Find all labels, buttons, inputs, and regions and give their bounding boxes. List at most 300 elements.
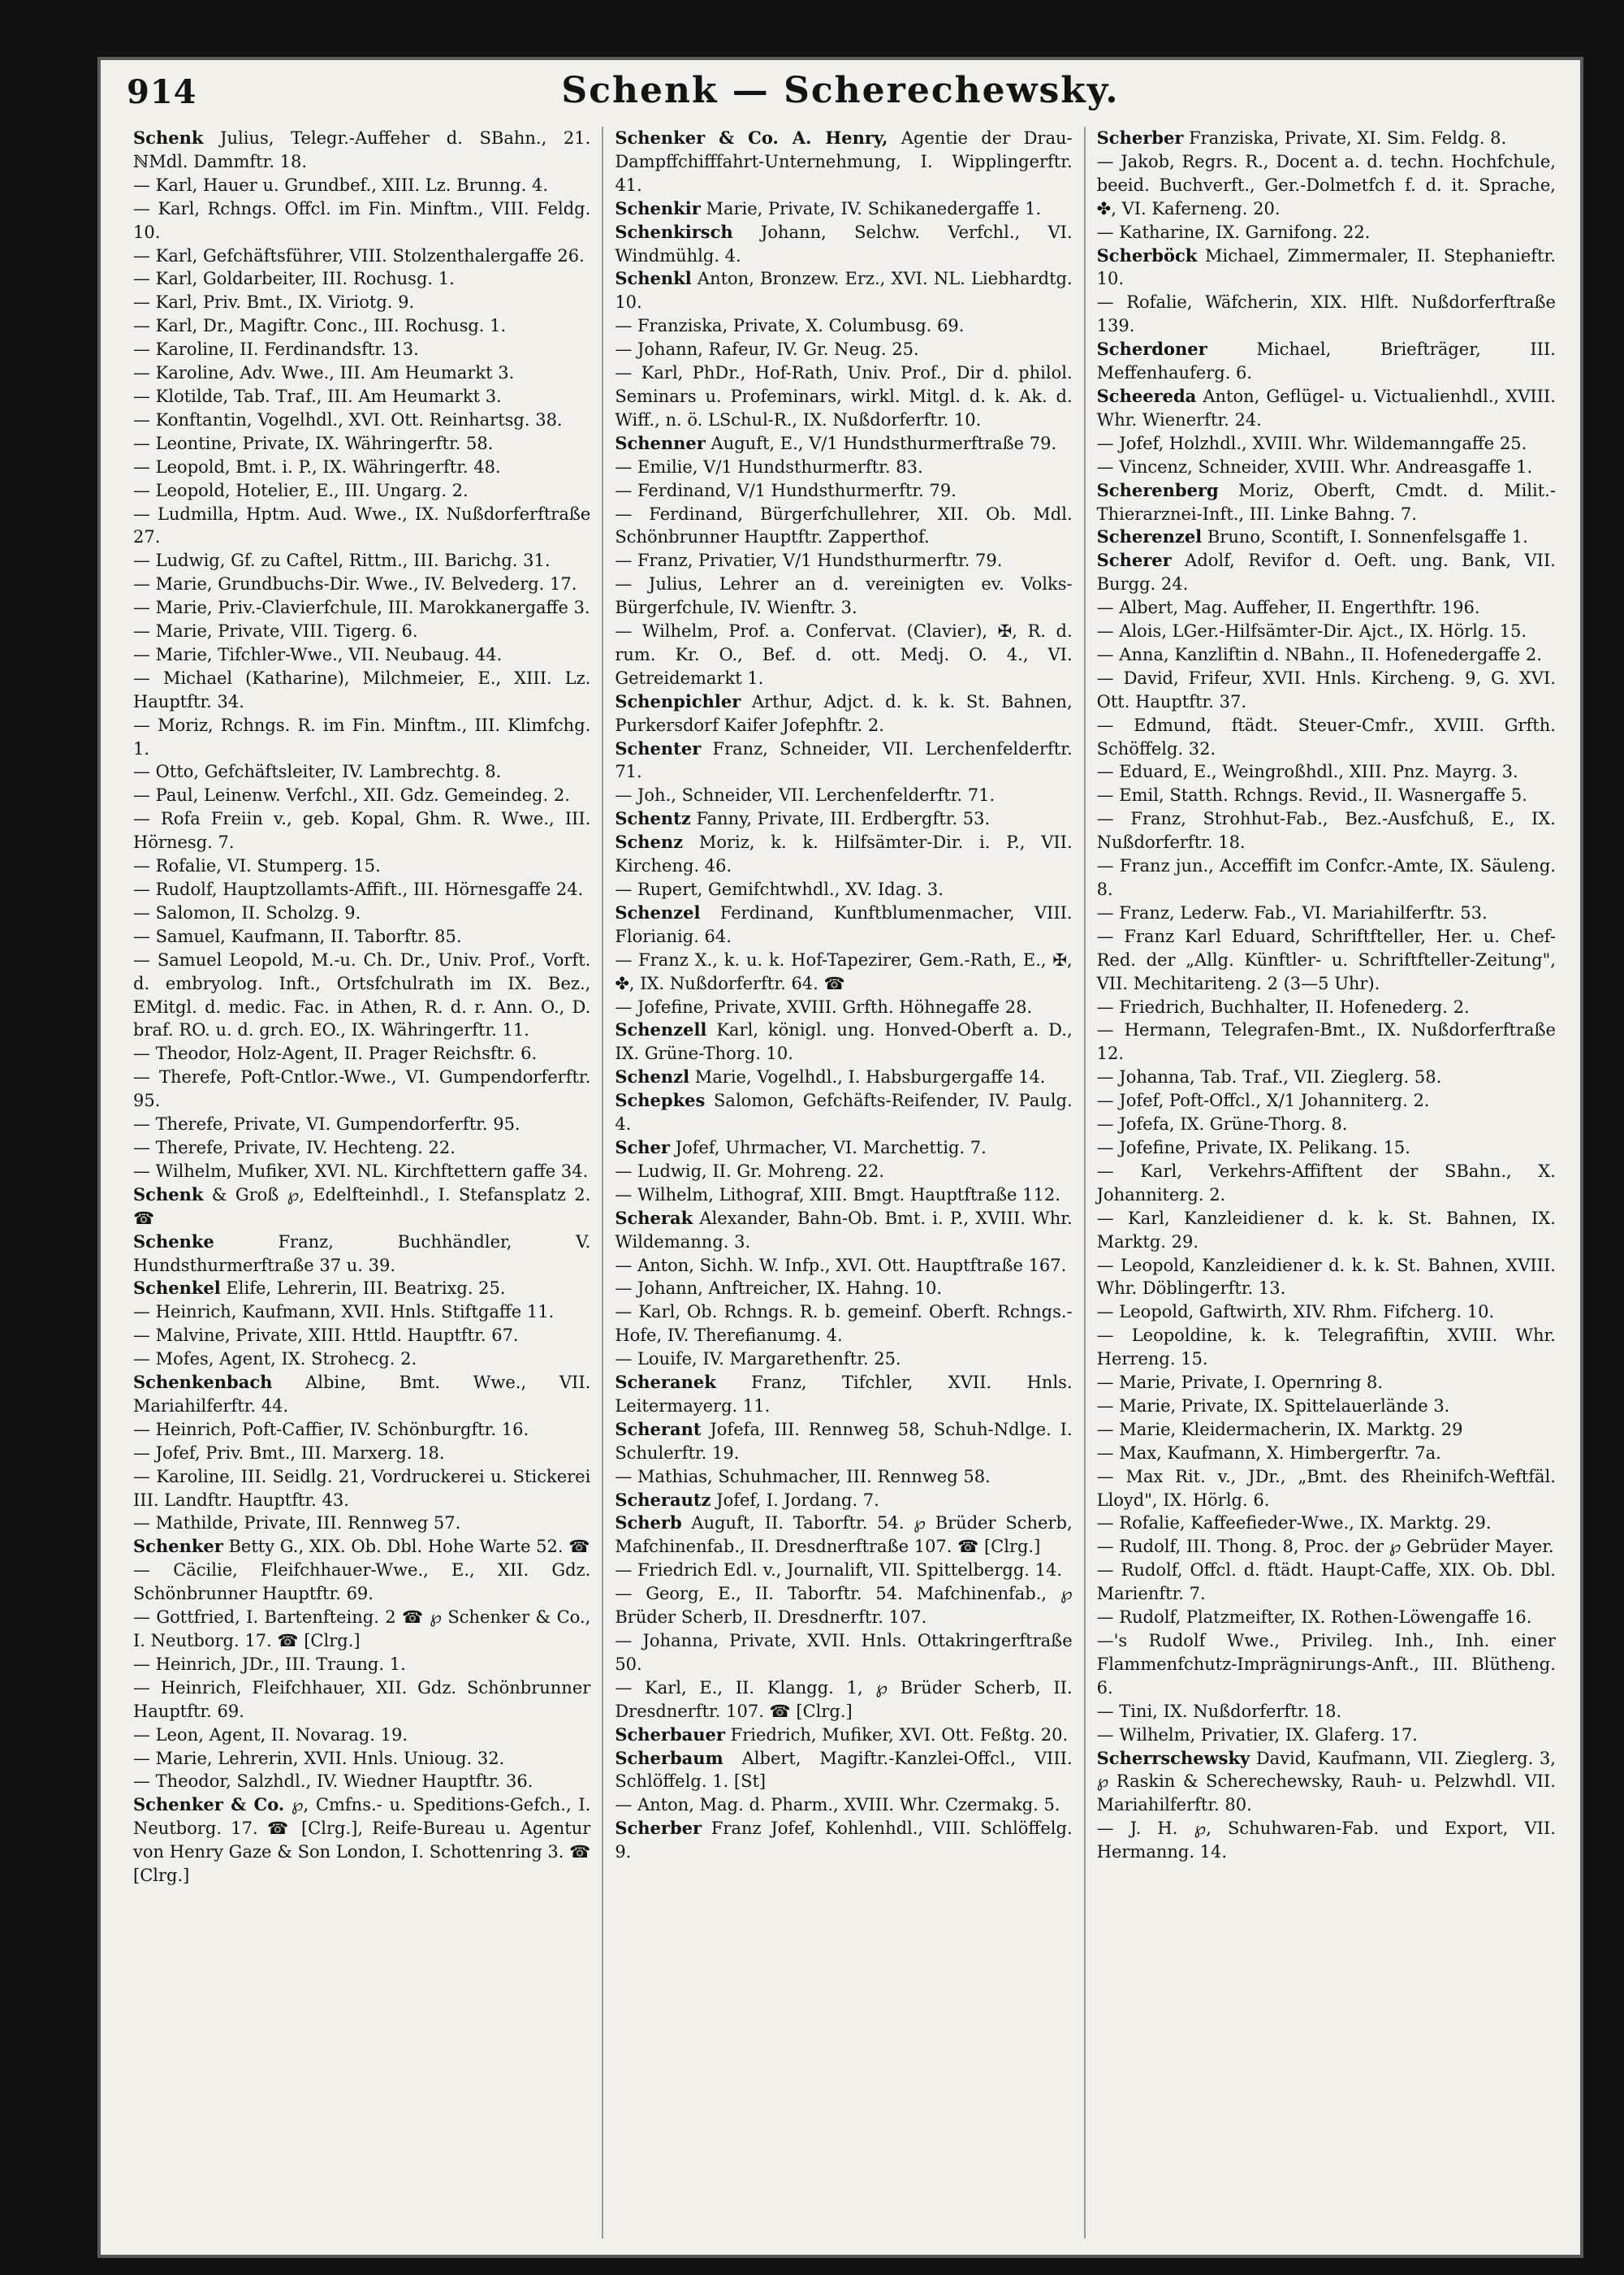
directory-entry xyxy=(133,667,590,714)
directory-entry xyxy=(615,479,1072,503)
directory-entry xyxy=(615,1418,1072,1465)
entry-text: — Anton, Sichh. W. Infp., XVI. Ott. Hauptftraße 167. xyxy=(615,1255,1067,1275)
entry-text: — Katharine, IX. Garnifong. 22. xyxy=(1096,222,1371,242)
entry-surname: Schenkenbach xyxy=(133,1372,273,1393)
entry-text: — Rofalie, Kaffeefieder-Wwe., IX. Marktg. 29. xyxy=(1096,1513,1492,1533)
entry-surname: Schenpichler xyxy=(615,690,741,711)
directory-entry xyxy=(615,1512,1072,1559)
directory-entry xyxy=(1097,714,1556,761)
directory-entry xyxy=(133,1277,590,1300)
directory-entry xyxy=(133,902,590,925)
directory-entry xyxy=(1097,667,1556,714)
entry-surname: Scherenberg xyxy=(1096,479,1219,500)
entry-text: Albine, Bmt. Wwe., VII. Mariahilferftr. 44. xyxy=(133,1373,591,1416)
directory-entry xyxy=(615,338,1072,361)
entry-text: — Max, Kaufmann, X. Himbergerftr. 7a. xyxy=(1096,1442,1441,1463)
entry-text: — Jofefa, IX. Grüne-Thorg. 8. xyxy=(1096,1114,1348,1135)
entry-text: — Jofefine, Private, IX. Pelikang. 15. xyxy=(1096,1137,1410,1157)
directory-entry xyxy=(1097,1300,1556,1324)
directory-entry xyxy=(1097,244,1556,292)
entry-text: — Karl, PhDr., Hof-Rath, Univ. Prof., Dir d. philol. Seminars u. Profeminars, wirkl. Mitgl. d. k. Ak. d. Wiff., n. ö. LSchul-R., IX. Nußdorferftr. 10. xyxy=(615,363,1073,430)
entry-text: — Emil, Statth. Rchngs. Revid., II. Wasnergaffe 5. xyxy=(1096,785,1527,806)
directory-entry xyxy=(133,1770,590,1793)
entry-text: Fanny, Private, III. Erdbergftr. 53. xyxy=(690,809,991,829)
entry-text: — Ludwig, Gf. zu Caftel, Rittm., III. Barichg. 31. xyxy=(133,551,551,571)
entry-text: Franz, Schneider, VII. Lerchenfelderftr. 71. xyxy=(615,738,1073,782)
entry-text: — Friedrich Edl. v., Journalift, VII. Spittelbergg. 14. xyxy=(615,1560,1063,1581)
directory-entry xyxy=(133,925,590,949)
directory-entry xyxy=(1097,854,1556,902)
column-3 xyxy=(1086,127,1567,2238)
entry-surname: Schenzel xyxy=(615,902,701,923)
directory-entry xyxy=(133,1442,590,1465)
entry-text: ℘, Cmfns.- u. Speditions-Gefch., I. Neutborg. 17. ☎ [Clrg.], Reife-Bureau u. Agentur von Henry Gaze & Son London, I. Schottenring 3. ☎ [Clrg.] xyxy=(133,1795,591,1886)
entry-text: — Marie, Private, IX. Spittelauerlände 3. xyxy=(1096,1395,1450,1416)
entry-text: Johann, Selchw. Verfchl., VI. Windmühlg. 4. xyxy=(615,222,1073,266)
entry-surname: Scherbauer xyxy=(615,1724,725,1745)
directory-entry xyxy=(133,1465,590,1512)
directory-entry xyxy=(615,690,1072,737)
directory-entry xyxy=(133,479,590,503)
entry-text: — Franz X., k. u. k. Hof-Tapezirer, Gem.-Rath, E., ✠, ✤, IX. Nußdorferftr. 64. ☎ xyxy=(615,949,1073,993)
entry-surname: Scherrschewsky xyxy=(1096,1747,1250,1768)
entry-text: — Gottfried, I. Bartenfteing. 2 ☎ ℘ Schenker & Co., I. Neutborg. 17. ☎ [Clrg.] xyxy=(133,1607,591,1650)
entry-text: Salomon, Gefchäfts-Reifender, IV. Paulg. 4. xyxy=(615,1091,1073,1135)
entry-text: — Julius, Lehrer an d. vereinigten ev. Volks-Bürgerfchule, IV. Wienftr. 3. xyxy=(615,574,1073,618)
entry-text: — Emilie, V/1 Hundsthurmerftr. 83. xyxy=(615,456,923,477)
entry-surname: Scheranek xyxy=(615,1372,716,1393)
entry-text: — Joh., Schneider, VII. Lerchenfelderftr. 71. xyxy=(615,785,996,806)
directory-entry xyxy=(133,620,590,643)
entry-text: — J. H. ℘, Schuhwaren-Fab. und Export, VII. Hermanng. 14. xyxy=(1096,1819,1556,1862)
directory-entry xyxy=(1097,1465,1556,1512)
entry-text: — Marie, Grundbuchs-Dir. Wwe., IV. Belvederg. 17. xyxy=(133,574,577,595)
directory-entry xyxy=(1097,1747,1556,1818)
directory-entry xyxy=(133,714,590,761)
entry-surname: Schenkir xyxy=(615,197,701,218)
entry-surname: Schenzell xyxy=(615,1019,707,1040)
entry-text: Julius, Telegr.-Auffeher d. SBahn., 21. ℕMdl. Dammftr. 18. xyxy=(133,128,591,171)
directory-entry xyxy=(133,267,590,291)
directory-entry xyxy=(133,949,590,1043)
entry-text: Elife, Lehrerin, III. Beatrixg. 25. xyxy=(220,1278,506,1299)
directory-entry xyxy=(1097,1512,1556,1535)
directory-entry xyxy=(1097,150,1556,221)
directory-entry xyxy=(1097,479,1556,526)
entry-text: Moriz, Oberft, Cmdt. d. Milit.-Thierarznei-Inft., III. Linke Bahng. 7. xyxy=(1096,480,1556,524)
directory-entry xyxy=(615,784,1072,807)
directory-entry xyxy=(615,1207,1072,1254)
entry-surname: Schenker & Co. A. Henry, xyxy=(615,128,888,148)
entry-surname: Schenkirsch xyxy=(615,221,733,242)
entry-text: — Michael (Katharine), Milchmeier, E., XIII. Lz. Hauptftr. 34. xyxy=(133,668,591,711)
directory-entry xyxy=(1097,996,1556,1019)
entry-text: — Mathilde, Private, III. Rennweg 57. xyxy=(133,1513,461,1533)
directory-entry xyxy=(1097,127,1556,150)
directory-entry xyxy=(615,1254,1072,1278)
directory-entry xyxy=(133,643,590,667)
entry-text: Auguft, II. Taborftr. 54. ℘ Brüder Scherb, Mafchinenfab., II. Dresdnerftraße 107. ☎ [Clrg.] xyxy=(615,1513,1073,1557)
directory-entry xyxy=(133,1042,590,1066)
directory-entry xyxy=(1097,291,1556,338)
directory-entry xyxy=(1097,1817,1556,1864)
directory-entry xyxy=(1097,1371,1556,1395)
entry-text: — Heinrich, Fleifchhauer, XII. Gdz. Schönbrunner Hauptftr. 69. xyxy=(133,1677,591,1721)
directory-entry xyxy=(133,1606,590,1653)
directory-entry xyxy=(1097,1066,1556,1089)
entry-text: Franz Jofef, Kohlenhdl., VIII. Schlöffelg. 9. xyxy=(615,1819,1073,1862)
entry-text: — Johanna, Tab. Traf., VII. Zieglerg. 58. xyxy=(1096,1067,1442,1088)
directory-entry xyxy=(615,1793,1072,1817)
directory-entry xyxy=(615,1371,1072,1418)
entry-text: — Karoline, Adv. Wwe., III. Am Heumarkt 3. xyxy=(133,363,515,383)
directory-entry xyxy=(133,760,590,784)
directory-entry xyxy=(615,1347,1072,1371)
entry-text: — Wilhelm, Privatier, IX. Glaferg. 17. xyxy=(1096,1724,1418,1745)
entry-text: — Leopold, Gaftwirth, XIV. Rhm. Fifcherg. 10. xyxy=(1096,1302,1495,1322)
entry-text: — Therefe, Poft-Cntlor.-Wwe., VI. Gumpendorferftr. 95. xyxy=(133,1067,591,1111)
directory-entry xyxy=(615,1300,1072,1347)
entry-text: — Rupert, Gemifchtwhdl., XV. Idag. 3. xyxy=(615,880,944,899)
entry-text: — Karl, Gefchäftsführer, VIII. Stolzenthalergaffe 26. xyxy=(133,245,585,266)
entry-surname: Scherdoner xyxy=(1096,339,1207,360)
directory-entry xyxy=(615,1089,1072,1136)
entry-text: Agentie der Drau-Dampffchifffahrt-Unternehmung, I. Wipplingerftr. 41. xyxy=(615,128,1073,195)
entry-text: Marie, Private, IV. Schikanedergaffe 1. xyxy=(700,198,1042,218)
directory-entry xyxy=(1097,784,1556,807)
entry-surname: Schenker xyxy=(133,1536,223,1557)
entry-text: Franz, Buchhändler, V. Hundsthurmerftraße 37 u. 39. xyxy=(133,1231,591,1275)
directory-entry xyxy=(1097,525,1556,549)
directory-entry xyxy=(133,338,590,361)
entry-text: — Rofa Freiin v., geb. Kopal, Ghm. R. Wwe., III. Hörnesg. 7. xyxy=(133,809,591,853)
directory-entry xyxy=(133,596,590,620)
entry-text: — Franz Karl Eduard, Schriftfteller, Her. u. Chef-Red. der „Allg. Künftler- u. Schriftfteller-Zeitung", VII. Mechitariteng. 2 (3—5 Uhr). xyxy=(1096,926,1556,993)
entry-text: — Franz, Lederw. Fab., VI. Mariahilferftr. 53. xyxy=(1096,902,1488,923)
entry-text: Auguft, E., V/1 Hundsthurmerftraße 79. xyxy=(705,433,1057,453)
entry-text: — Hermann, Telegrafen-Bmt., IX. Nußdorferftraße 12. xyxy=(1096,1020,1556,1064)
entry-text: Friedrich, Mufiker, XVI. Ott. Feßtg. 20. xyxy=(724,1724,1069,1745)
entry-text: — Jofef, Poft-Offcl., X/1 Johanniterg. 2. xyxy=(1096,1091,1430,1111)
directory-entry xyxy=(615,1277,1072,1300)
directory-entry xyxy=(133,807,590,854)
directory-entry xyxy=(1097,1136,1556,1160)
entry-text: — Wilhelm, Prof. a. Confervat. (Clavier), ✠, R. d. rum. Kr. O., Bef. d. ott. Medj. O. 4., VI. Getreidemarkt 1. xyxy=(615,621,1073,688)
entry-text: — Albert, Mag. Auffeher, II. Engerthftr. 196. xyxy=(1096,598,1480,618)
entry-text: Franziska, Private, XI. Sim. Feldg. 8. xyxy=(1183,128,1507,148)
entry-surname: Scheereda xyxy=(1096,385,1197,406)
entry-text: — Marie, Kleidermacherin, IX. Marktg. 29 xyxy=(1096,1419,1463,1439)
entry-text: — Karl, Goldarbeiter, III. Rochusg. 1. xyxy=(133,269,455,289)
directory-entry xyxy=(1097,456,1556,479)
entry-text: — Theodor, Holz-Agent, II. Prager Reichsftr. 6. xyxy=(133,1044,538,1064)
entry-text: — Therefe, Private, IV. Hechteng. 22. xyxy=(133,1137,456,1157)
entry-text: — Rudolf, III. Thong. 8, Proc. der ℘ Gebrüder Mayer. xyxy=(1096,1537,1554,1557)
entry-text: — Karoline, III. Seidlg. 21, Vordruckerei u. Stickerei III. Landftr. Hauptftr. 43. xyxy=(133,1466,591,1510)
directory-entry xyxy=(615,221,1072,268)
directory-entry xyxy=(133,409,590,432)
directory-entry xyxy=(615,1465,1072,1489)
entry-text: — Karl, Ob. Rchngs. R. b. gemeinf. Oberft. Rchngs.-Hofe, IV. Therefianumg. 4. xyxy=(615,1302,1073,1346)
entry-text: — Marie, Private, I. Opernring 8. xyxy=(1096,1373,1384,1393)
page-number: 914 xyxy=(127,73,197,111)
directory-entry xyxy=(1097,1395,1556,1418)
entry-surname: Scherber xyxy=(1096,128,1184,148)
entry-text: — Heinrich, JDr., III. Traung. 1. xyxy=(133,1654,406,1674)
directory-entry xyxy=(133,314,590,338)
directory-entry xyxy=(615,737,1072,785)
entry-text: — Franziska, Private, X. Columbusg. 69. xyxy=(615,316,965,336)
directory-entry xyxy=(133,1371,590,1418)
entry-surname: Schentz xyxy=(615,808,691,829)
entry-text: — Samuel, Kaufmann, II. Taborftr. 85. xyxy=(133,926,462,946)
entry-surname: Scherböck xyxy=(1096,244,1198,266)
entry-text: — Karl, E., II. Klangg. 1, ℘ Brüder Scherb, II. Dresdnerftr. 107. ☎ [Clrg.] xyxy=(615,1677,1073,1721)
directory-entry xyxy=(1097,1559,1556,1606)
entry-text: — Jofef, Priv. Bmt., III. Marxerg. 18. xyxy=(133,1442,445,1463)
directory-entry xyxy=(615,267,1072,314)
directory-entry xyxy=(1097,549,1556,596)
directory-entry xyxy=(615,1724,1072,1747)
entry-text: — Mofes, Agent, IX. Strohecg. 2. xyxy=(133,1349,417,1369)
entry-text: — Johann, Anftreicher, IX. Hahng. 10. xyxy=(615,1278,943,1299)
entry-text: — Cäcilie, Fleifchhauer-Wwe., E., XII. Gdz. Schönbrunner Hauptftr. 69. xyxy=(133,1560,591,1604)
directory-entry xyxy=(133,197,590,244)
directory-entry xyxy=(133,291,590,314)
directory-entry xyxy=(1097,1207,1556,1254)
directory-entry xyxy=(133,1230,590,1278)
entry-surname: Scher xyxy=(615,1136,670,1157)
entry-text: — Edmund, ftädt. Steuer-Cmfr., XVIII. Grfth. Schöffelg. 32. xyxy=(1096,715,1556,759)
entry-text: — Karl, Hauer u. Grundbef., XIII. Lz. Brunng. 4. xyxy=(133,175,549,195)
entry-surname: Schenter xyxy=(615,737,702,759)
entry-text: Jofef, I. Jordang. 7. xyxy=(710,1490,879,1510)
entry-text: — David, Frifeur, XVII. Hnls. Kircheng. 9, G. XVI. Ott. Hauptftr. 37. xyxy=(1096,668,1556,711)
entry-surname: Scherber xyxy=(615,1818,702,1839)
entry-surname: Schenzl xyxy=(615,1066,690,1088)
entry-text: — Karoline, II. Ferdinandsftr. 13. xyxy=(133,340,419,360)
entry-text: — Therefe, Private, VI. Gumpendorferftr. 95. xyxy=(133,1114,520,1135)
entry-text: — Anna, Kanzliftin d. NBahn., II. Hofenedergaffe 2. xyxy=(1096,644,1542,664)
entry-text: — Salomon, II. Scholzg. 9. xyxy=(133,902,361,923)
column-1 xyxy=(122,127,603,2238)
entry-text: — Rudolf, Platzmeifter, IX. Rothen-Löwengaffe 16. xyxy=(1096,1607,1532,1628)
directory-entry xyxy=(615,1066,1072,1089)
entry-text: — Ferdinand, V/1 Hundsthurmerftr. 79. xyxy=(615,480,957,500)
entry-text: — Karl, Dr., Magiftr. Conc., III. Rochusg. 1. xyxy=(133,316,507,336)
entry-text: — Otto, Gefchäftsleiter, IV. Lambrechtg. 8. xyxy=(133,762,502,782)
directory-entry xyxy=(133,361,590,385)
directory-entry xyxy=(615,1629,1072,1676)
directory-entry xyxy=(615,1817,1072,1864)
entry-text: — Franz jun., Acceffift im Confcr.-Amte, IX. Säuleng. 8. xyxy=(1096,856,1556,899)
directory-entry xyxy=(133,854,590,878)
entry-text: — Leon, Agent, II. Novarag. 19. xyxy=(133,1724,408,1745)
entry-text: Alexander, Bahn-Ob. Bmt. i. P., XVIII. Whr. Wildemanng. 3. xyxy=(615,1208,1073,1252)
entry-text: Jofefa, III. Rennweg 58, Schuh-Ndlge. I. Schulerftr. 19. xyxy=(615,1419,1073,1463)
directory-page xyxy=(97,57,1583,2258)
entry-text: — Johanna, Private, XVII. Hnls. Ottakringerftraße 50. xyxy=(615,1631,1073,1674)
directory-entry xyxy=(133,503,590,550)
entry-surname: Schenkl xyxy=(615,268,692,289)
entry-text: — Karl, Kanzleidiener d. k. k. St. Bahnen, IX. Marktg. 29. xyxy=(1096,1208,1556,1252)
directory-entry xyxy=(133,174,590,197)
directory-entry xyxy=(1097,1606,1556,1629)
directory-entry xyxy=(133,1300,590,1324)
entry-text: — Marie, Tifchler-Wwe., VII. Neubaug. 44. xyxy=(133,644,503,664)
entry-text: — Marie, Lehrerin, XVII. Hnls. Unioug. 32. xyxy=(133,1748,505,1768)
entry-text: Anton, Geflügel- u. Victualienhdl., XVIII. Whr. Wienerftr. 24. xyxy=(1096,386,1556,430)
directory-entry xyxy=(615,1489,1072,1512)
entry-text: — Karl, Rchngs. Offcl. im Fin. Minftm., VIII. Feldg. 10. xyxy=(133,198,591,242)
directory-entry xyxy=(1097,1160,1556,1207)
directory-entry xyxy=(1097,1324,1556,1371)
entry-surname: Schenk xyxy=(133,1183,204,1205)
entry-text: — Tini, IX. Nußdorferftr. 18. xyxy=(1096,1701,1342,1721)
entry-text: Betty G., XIX. Ob. Dbl. Hohe Warte 52. ☎ xyxy=(222,1537,590,1557)
entry-surname: Schenner xyxy=(615,432,706,453)
directory-entry xyxy=(133,1535,590,1559)
entry-text: — Leopold, Kanzleidiener d. k. k. St. Bahnen, XVIII. Whr. Döblingerftr. 13. xyxy=(1096,1255,1556,1299)
entry-text: — Theodor, Salzhdl., IV. Wiedner Hauptftr. 36. xyxy=(133,1771,533,1792)
directory-entry xyxy=(1097,1724,1556,1747)
entry-text: — Malvine, Private, XIII. Httld. Hauptftr. 67. xyxy=(133,1326,519,1346)
directory-entry xyxy=(615,1160,1072,1183)
entry-text: — Moriz, Rchngs. R. im Fin. Minftm., III. Klimfchg. 1. xyxy=(133,715,591,759)
directory-entry xyxy=(615,573,1072,620)
entry-surname: Scherb xyxy=(615,1512,682,1533)
entry-text: — Rudolf, Offcl. d. ftädt. Haupt-Caffe, XIX. Ob. Dbl. Marienftr. 7. xyxy=(1096,1560,1556,1604)
entry-text: — Samuel Leopold, M.-u. Ch. Dr., Univ. Prof., Vorft. d. embryolog. Inft., Ortsfchulrath im IX. Bez., EMitgl. d. medic. Fac. in Athen, R. d. r. Ann. O., D. braf. RO. u. d. grch. EO., IX. Währingerftr. 11. xyxy=(133,949,591,1040)
entry-text: — Ludwig, II. Gr. Mohreng. 22. xyxy=(615,1161,885,1181)
entry-text: & Groß ℘, Edelfteinhdl., I. Stefansplatz 2. ☎ xyxy=(133,1184,591,1228)
directory-entry xyxy=(1097,221,1556,244)
entry-text: Anton, Bronzew. Erz., XVI. NL. Liebhardtg. 10. xyxy=(615,269,1073,313)
entry-text: — Wilhelm, Mufiker, XVI. NL. Kirchftettern gaffe 34. xyxy=(133,1161,589,1181)
directory-entry xyxy=(615,432,1072,456)
directory-entry xyxy=(615,620,1072,690)
entry-surname: Scherautz xyxy=(615,1489,711,1510)
entry-text: Marie, Vogelhdl., I. Habsburgergaffe 14. xyxy=(689,1067,1046,1088)
entry-text: — Georg, E., II. Taborftr. 54. Mafchinenfab., ℘ Brüder Scherb, II. Dresdnerftr. 107. xyxy=(615,1584,1073,1628)
entry-text: — Jakob, Regrs. R., Docent a. d. techn. Hochfchule, beeid. Buchverft., Ger.-Dolmetfch f. d. it. Sprache, ✤, VI. Kaferneng. 20. xyxy=(1096,151,1556,218)
directory-entry xyxy=(1097,1700,1556,1724)
directory-entry xyxy=(1097,338,1556,385)
directory-entry xyxy=(615,831,1072,878)
directory-entry xyxy=(133,1160,590,1183)
directory-entry xyxy=(133,1066,590,1113)
entry-text: Ferdinand, Kunftblumenmacher, VIII. Florianig. 64. xyxy=(615,902,1073,946)
directory-entry xyxy=(133,573,590,596)
entry-surname: Schenker & Co. xyxy=(133,1794,285,1815)
directory-entry xyxy=(133,456,590,479)
entry-text: — Karl, Priv. Bmt., IX. Viriotg. 9. xyxy=(133,292,415,313)
entry-text: — Leopoldine, k. k. Telegrafiftin, XVIII. Whr. Herreng. 15. xyxy=(1096,1326,1556,1369)
directory-entry xyxy=(133,432,590,456)
directory-entry xyxy=(1097,1019,1556,1066)
entry-text: — Jofefine, Private, XVIII. Grfth. Höhnegaffe 28. xyxy=(615,997,1033,1017)
entry-columns xyxy=(122,127,1567,2238)
directory-entry xyxy=(133,127,590,174)
entry-text: — Heinrich, Poft-Caffier, IV. Schönburgftr. 16. xyxy=(133,1419,529,1439)
directory-entry xyxy=(1097,1254,1556,1301)
entry-text: — Karl, Verkehrs-Affiftent der SBahn., X. Johanniterg. 2. xyxy=(1096,1161,1556,1205)
entry-text: — Johann, Rafeur, IV. Gr. Neug. 25. xyxy=(615,340,919,360)
directory-entry xyxy=(615,1559,1072,1582)
directory-entry xyxy=(133,1136,590,1160)
directory-entry xyxy=(615,1676,1072,1724)
entry-text: — Eduard, E., Weingroßhdl., XIII. Pnz. Mayrg. 3. xyxy=(1096,762,1518,782)
entry-surname: Schenkel xyxy=(133,1278,221,1299)
entry-surname: Scherak xyxy=(615,1207,693,1228)
directory-entry xyxy=(615,456,1072,479)
directory-entry xyxy=(1097,807,1556,854)
entry-surname: Schepkes xyxy=(615,1090,706,1111)
directory-entry xyxy=(1097,1089,1556,1113)
directory-entry xyxy=(1097,925,1556,996)
directory-entry xyxy=(615,127,1072,197)
directory-entry xyxy=(1097,620,1556,643)
directory-entry xyxy=(615,361,1072,432)
entry-text: Albert, Magiftr.-Kanzlei-Offcl., VIII. Schlöffelg. 1. [St] xyxy=(615,1748,1073,1792)
entry-text: — Ludmilla, Hptm. Aud. Wwe., IX. Nußdorferftraße 27. xyxy=(133,504,591,547)
entry-text: — Franz, Privatier, V/1 Hundsthurmerftr. 79. xyxy=(615,551,1003,571)
directory-entry xyxy=(133,1793,590,1888)
entry-text: — Rudolf, Hauptzollamts-Affift., III. Hörnesgaffe 24. xyxy=(133,880,584,899)
directory-entry xyxy=(1097,1629,1556,1700)
entry-text: —'s Rudolf Wwe., Privileg. Inh., Inh. einer Flammenfchutz-Imprägnirungs-Anft., III. Blütheng. 6. xyxy=(1096,1631,1556,1698)
entry-text: — Friedrich, Buchhalter, II. Hofenederg. 2. xyxy=(1096,997,1470,1017)
directory-entry xyxy=(615,807,1072,831)
entry-text: — Anton, Mag. d. Pharm., XVIII. Whr. Czermakg. 5. xyxy=(615,1795,1060,1815)
directory-entry xyxy=(133,1676,590,1724)
entry-surname: Schenke xyxy=(133,1230,214,1252)
entry-text: — Leopold, Bmt. i. P., IX. Währingerftr. 48. xyxy=(133,456,501,477)
entry-text: — Marie, Private, VIII. Tigerg. 6. xyxy=(133,621,418,642)
entry-text: — Alois, LGer.-Hilfsämter-Dir. Ajct., IX. Hörlg. 15. xyxy=(1096,621,1527,642)
entry-text: Michael, Briefträger, III. Meffenhauferg. 6. xyxy=(1096,340,1556,383)
entry-text: — Marie, Priv.-Clavierfchule, III. Marokkanergaffe 3. xyxy=(133,598,590,618)
entry-text: Franz, Tifchler, XVII. Hnls. Leitermayerg. 11. xyxy=(615,1373,1073,1416)
entry-text: — Max Rit. v., JDr., „Bmt. des Rheinifch-Weftfäl. Lloyd", IX. Hörlg. 6. xyxy=(1096,1466,1556,1510)
directory-entry xyxy=(133,878,590,902)
entry-text: Bruno, Scontift, I. Sonnenfelsgaffe 1. xyxy=(1202,527,1528,547)
entry-text: — Wilhelm, Lithograf, XIII. Bmgt. Hauptftraße 112. xyxy=(615,1184,1060,1205)
directory-entry xyxy=(615,878,1072,902)
directory-entry xyxy=(133,1512,590,1535)
entry-text: David, Kaufmann, VII. Zieglerg. 3, ℘ Raskin & Scherechewsky, Rauh- u. Pelzwhdl. VII. Mariahilferftr. 80. xyxy=(1096,1748,1556,1815)
directory-entry xyxy=(133,1559,590,1606)
directory-entry xyxy=(615,1747,1072,1794)
directory-entry xyxy=(615,1136,1072,1160)
running-title: Schenk — Scherechewsky. xyxy=(561,70,1120,111)
column-2 xyxy=(603,127,1085,2238)
entry-text: Moriz, k. k. Hilfsämter-Dir. i. P., VII. Kircheng. 46. xyxy=(615,833,1073,876)
entry-text: Karl, königl. ung. Honved-Oberft a. D., IX. Grüne-Thorg. 10. xyxy=(615,1020,1073,1064)
directory-entry xyxy=(615,197,1072,221)
directory-entry xyxy=(1097,385,1556,432)
directory-entry xyxy=(133,1183,590,1230)
entry-surname: Schenz xyxy=(615,832,684,853)
entry-text: — Rofalie, VI. Stumperg. 15. xyxy=(133,856,381,876)
directory-entry xyxy=(133,1324,590,1347)
entry-text: — Louife, IV. Margarethenftr. 25. xyxy=(615,1349,901,1369)
directory-entry xyxy=(615,996,1072,1019)
directory-entry xyxy=(615,902,1072,949)
entry-text: Michael, Zimmermaler, II. Stephanieftr. 10. xyxy=(1096,245,1556,289)
entry-surname: Scherenzel xyxy=(1096,526,1203,547)
directory-entry xyxy=(133,1418,590,1442)
